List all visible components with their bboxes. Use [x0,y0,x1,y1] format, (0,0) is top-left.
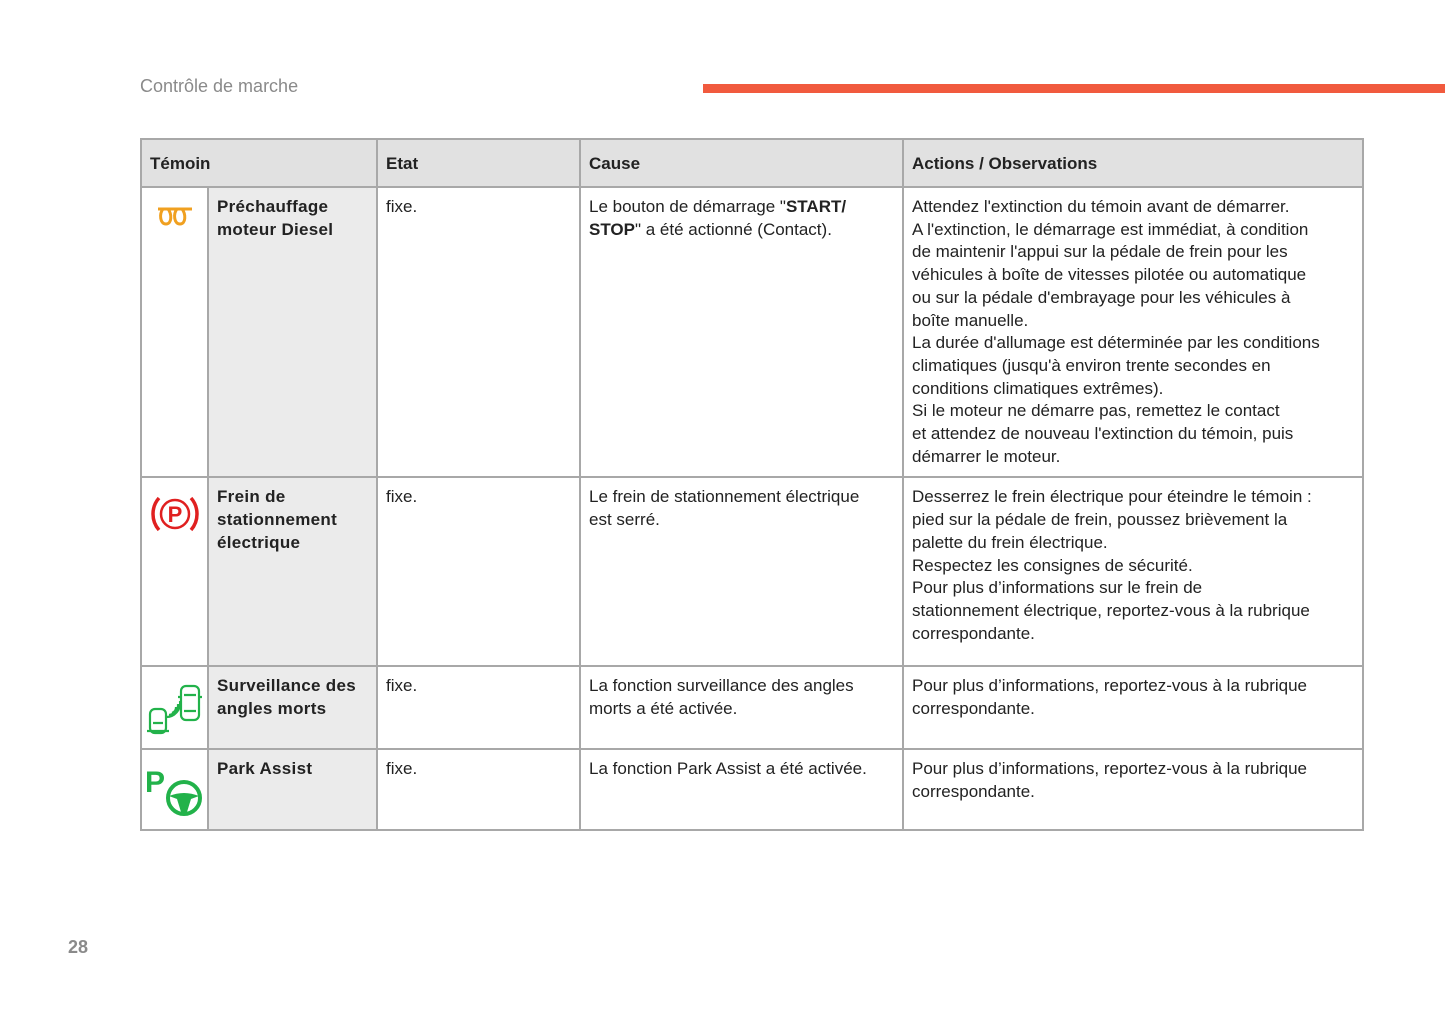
cause-line: La fonction surveillance des angles [589,676,854,696]
warning-light-cell [141,187,208,477]
cause-line: Le frein de stationnement électrique [589,487,860,507]
action-line: correspondante. [912,699,1035,719]
action-line: stationnement électrique, reportez-vous à la rubrique [912,600,1310,620]
parking-brake-icon [150,502,200,538]
accent-bar [703,84,1445,93]
action-line: de maintenir l'appui sur la pédale de frein pour les [912,242,1288,262]
column-header-etat: Etat [377,139,580,187]
table-row [141,477,1363,666]
cause-cell [580,477,903,666]
actions-cell [903,749,1363,830]
warning-lights-table [140,138,1364,831]
state-cell: fixe. [377,477,580,666]
column-header-temoin: Témoin [141,139,377,187]
action-line: Desserrez le frein électrique pour éteindre le témoin : [912,487,1312,507]
state-cell: fixe. [377,749,580,830]
cause-line: STOP" a été actionné (Contact). [589,219,832,239]
action-line: correspondante. [912,623,1035,643]
name-line: stationnement [217,510,338,530]
warning-light-cell [141,666,208,749]
preheat-coil-icon [155,215,195,234]
action-line: correspondante. [912,781,1035,801]
action-line: ou sur la pédale d'embrayage pour les véhicules à [912,287,1291,307]
state-cell: fixe. [377,666,580,749]
action-line: climatiques (jusqu'à environ trente secondes en [912,355,1271,375]
cause-line: est serré. [589,510,660,530]
warning-light-name [208,666,377,749]
warning-light-name [208,749,377,830]
action-line: Respectez les consignes de sécurité. [912,555,1193,575]
actions-cell [903,187,1363,477]
action-line: Attendez l'extinction du témoin avant de démarrer. [912,197,1290,216]
cause-cell [580,749,903,830]
action-line: pied sur la pédale de frein, poussez brièvement la [912,510,1288,530]
svg-text:P: P [144,766,165,800]
actions-cell [903,477,1363,666]
section-title: Contrôle de marche [140,76,299,96]
action-line: Si le moteur ne démarre pas, remettez le contact [912,401,1280,421]
table-row [141,666,1363,749]
table-row [141,749,1363,830]
name-line: électrique [217,532,301,552]
park-assist-icon [144,766,206,822]
cause-cell [580,187,903,477]
table-row [141,187,1363,477]
name-line: Frein de [217,487,286,507]
action-line: Pour plus d’informations, reportez-vous à la rubrique [912,759,1307,779]
action-line: Pour plus d’informations sur le frein de [912,578,1203,598]
name-line: Préchauffage [217,197,329,216]
action-line: conditions climatiques extrêmes). [912,378,1164,398]
action-line: A l'extinction, le démarrage est immédiat, à condition [912,219,1309,239]
action-line: et attendez de nouveau l'extinction du témoin, puis [912,424,1294,444]
name-line: Park Assist [217,759,313,779]
action-line: Pour plus d’informations, reportez-vous à la rubrique [912,676,1307,696]
action-line: véhicules à boîte de vitesses pilotée ou automatique [912,265,1307,285]
action-line: démarrer le moteur. [912,446,1061,466]
action-line: La durée d'allumage est déterminée par les conditions [912,333,1320,353]
blind-spot-monitoring-icon [145,726,205,745]
name-line: moteur Diesel [217,219,334,239]
table-header-row [141,139,1363,187]
action-line: palette du frein électrique. [912,532,1108,552]
state-cell: fixe. [377,187,580,477]
warning-light-cell [141,749,208,830]
cause-line: Le bouton de démarrage "START/ [589,197,847,216]
page-number: 28 [68,937,89,957]
warning-light-name [208,477,377,666]
name-line: Surveillance des [217,676,356,696]
cause-line: La fonction Park Assist a été activée. [589,759,867,779]
warning-light-name [208,187,377,477]
name-line: angles morts [217,699,327,719]
actions-cell [903,666,1363,749]
action-line: boîte manuelle. [912,310,1029,330]
column-header-cause: Cause [580,139,903,187]
cause-line: morts a été activée. [589,699,738,719]
svg-text:P: P [167,502,182,528]
cause-cell [580,666,903,749]
warning-light-cell [141,477,208,666]
column-header-actions: Actions / Observations [903,139,1363,187]
